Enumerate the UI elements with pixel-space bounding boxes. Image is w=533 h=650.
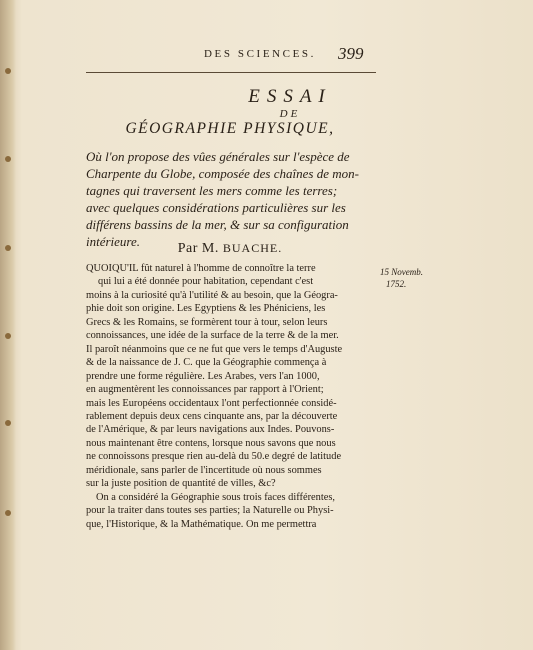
subtitle-line: intérieure.: [86, 234, 141, 249]
body-line: de l'Amérique, & par leurs navigations aux Indes. Pouvons-: [86, 424, 335, 436]
subtitle-line: avec quelques considérations particulières sur les: [86, 200, 346, 215]
subtitle: [86, 148, 376, 250]
body-line: mais les Européens occidentaux l'ont perfectionnée considé-: [86, 397, 337, 409]
body-line: en augmentèrent les connoissances par rapport à l'Orient;: [86, 384, 324, 396]
stitch-hole: [5, 68, 11, 74]
author-prefix: Par M.: [177, 241, 219, 256]
body-line: qui lui a été donnée pour habitation, cependant c'est: [98, 276, 314, 288]
page-number: 399: [338, 44, 364, 63]
margin-note: [380, 266, 460, 290]
body-line: Grecs & les Romains, se formèrent tour à tour, selon leurs: [86, 316, 328, 328]
header-rule: [86, 72, 376, 73]
subtitle-line: tagnes qui traversent les mers comme les terres;: [86, 183, 338, 198]
body-line: sur la juste position de quantité de villes, &c?: [86, 478, 276, 490]
body-line: & de la naissance de J. C. que la Géographie commença à: [86, 357, 327, 369]
margin-note-date: 15 Novemb.: [380, 267, 423, 277]
body-text: [86, 262, 376, 531]
body-line: phie doit son origine. Les Egyptiens & les Phéniciens, les: [86, 303, 326, 315]
body-line: moins à la curiosité qu'à l'utilité & au besoin, que la Géogra-: [86, 289, 338, 301]
body-line: pour la traiter dans toutes ses parties; la Naturelle ou Physi-: [86, 505, 334, 517]
body-line: nous maintenant être contens, lorsque nous savons que nous: [86, 437, 336, 449]
stitch-hole: [5, 510, 11, 516]
title-essai: ESSAI: [248, 86, 332, 107]
title-geographie-physique: GÉOGRAPHIE PHYSIQUE,: [125, 120, 335, 137]
title-de: DE: [279, 108, 301, 120]
body-line: rablement depuis deux cens cinquante ans, par la découverte: [86, 410, 338, 422]
body-line: QUOIQU'IL fût naturel à l'homme de connoître la terre: [86, 263, 316, 274]
author-name: BUACHE.: [222, 241, 283, 255]
body-line: méridionale, sans parler de l'incertitude où nous sommes: [86, 464, 322, 476]
body-line: que, l'Historique, & la Mathématique. On me permettra: [86, 518, 317, 530]
stitch-hole: [5, 333, 11, 339]
subtitle-line: Charpente du Globe, composée des chaînes de mon-: [86, 166, 359, 181]
body-line: prendre une forme régulière. Les Arabes, vers l'an 1000,: [86, 370, 320, 382]
margin-note-year: 1752.: [386, 279, 407, 289]
body-line: On a considéré la Géographie sous trois faces différentes,: [96, 491, 335, 503]
stitch-hole: [5, 156, 11, 162]
body-line: Il paroît néanmoins que ce ne fut que vers le temps d'Auguste: [86, 343, 343, 355]
body-line: ne connoissons presque rien au-delà du 50.e degré de latitude: [86, 451, 342, 463]
body-line: connoissances, une idée de la surface de la terre & de la mer.: [86, 330, 339, 342]
stitch-hole: [5, 420, 11, 426]
subtitle-line: différens bassins de la mer, & sur sa configuration: [86, 217, 349, 232]
running-header: DES SCIENCES.: [203, 48, 317, 60]
author-line: [0, 241, 460, 257]
subtitle-line: Où l'on propose des vûes générales sur l'espèce de: [86, 149, 350, 164]
